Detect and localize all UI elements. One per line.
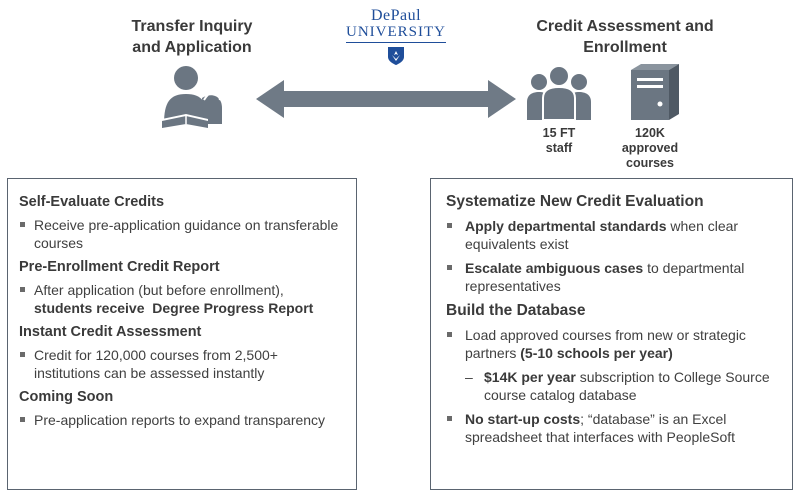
- credit-report-title: Pre-Enrollment Credit Report: [19, 259, 220, 275]
- self-evaluate-title: Self-Evaluate Credits: [19, 194, 165, 210]
- escalate-text: to departmental representatives: [465, 260, 745, 294]
- database-title: Build the Database: [446, 302, 586, 319]
- coming-soon-bullet: Pre-application reports to expand transparency: [19, 411, 346, 429]
- logo-line2: UNIVERSITY: [346, 24, 446, 43]
- standards-text: when clear equivalents exist: [465, 218, 739, 252]
- subscription-subbullet: [446, 368, 782, 404]
- load-courses-bullet: [446, 326, 782, 362]
- double-arrow-icon: [256, 78, 516, 120]
- sub-dash: –: [465, 369, 473, 385]
- courses-label-1: approved: [621, 141, 679, 155]
- startup-costs-bold: No start-up costs: [465, 411, 581, 427]
- credit-report-bullet: [19, 281, 346, 317]
- credit-report-text: After application (but before enrollment),: [34, 282, 284, 298]
- startup-costs-text: ; “database” is an Excel spreadsheet that interfaces with PeopleSoft: [465, 411, 736, 445]
- right-heading-line2: Enrollment: [583, 39, 667, 56]
- courses-count: 120K: [635, 126, 665, 140]
- right-heading: [510, 16, 740, 58]
- load-courses-text: Load approved courses from new or strategic partners: [465, 327, 746, 361]
- logo-line1: DePaul: [370, 7, 422, 24]
- left-heading-line1: Transfer Inquiry: [131, 18, 253, 35]
- right-heading-line1: Credit Assessment and: [536, 18, 714, 35]
- staff-caption: [524, 126, 594, 156]
- coming-soon-title: Coming Soon: [19, 389, 114, 405]
- student-reading-icon: [158, 64, 230, 130]
- left-heading-line2: and Application: [132, 39, 252, 56]
- escalate-bullet: [446, 259, 782, 295]
- instant-assessment-bullet: Credit for 120,000 courses from 2,500+ institutions can be assessed instantly: [19, 346, 346, 382]
- staff-label: staff: [545, 141, 573, 155]
- left-panel: [7, 178, 357, 490]
- left-heading: [92, 16, 292, 58]
- subscription-bold: $14K per year: [484, 369, 576, 385]
- standards-bold: Apply departmental standards: [465, 218, 667, 234]
- systematize-title: Systematize New Credit Evaluation: [446, 193, 704, 210]
- escalate-bold: Escalate ambiguous cases: [465, 260, 644, 276]
- staff-count: 15 FT: [542, 126, 576, 140]
- standards-bullet: [446, 217, 782, 253]
- university-shield-icon: [387, 46, 405, 66]
- courses-caption: [610, 126, 690, 171]
- credit-report-bold: students receive Degree Progress Report: [34, 300, 314, 316]
- subscription-text: subscription to College Source course catalog database: [484, 369, 770, 403]
- load-courses-bold: (5-10 schools per year): [520, 345, 673, 361]
- server-icon: [629, 64, 681, 120]
- startup-costs-bullet: [446, 410, 782, 446]
- depaul-logo: [346, 8, 446, 66]
- instant-assessment-title: Instant Credit Assessment: [19, 324, 202, 340]
- courses-label-2: courses: [626, 156, 674, 170]
- self-evaluate-bullet: Receive pre-application guidance on transferable courses: [19, 216, 346, 252]
- staff-group-icon: [526, 64, 592, 120]
- right-panel: [430, 178, 793, 490]
